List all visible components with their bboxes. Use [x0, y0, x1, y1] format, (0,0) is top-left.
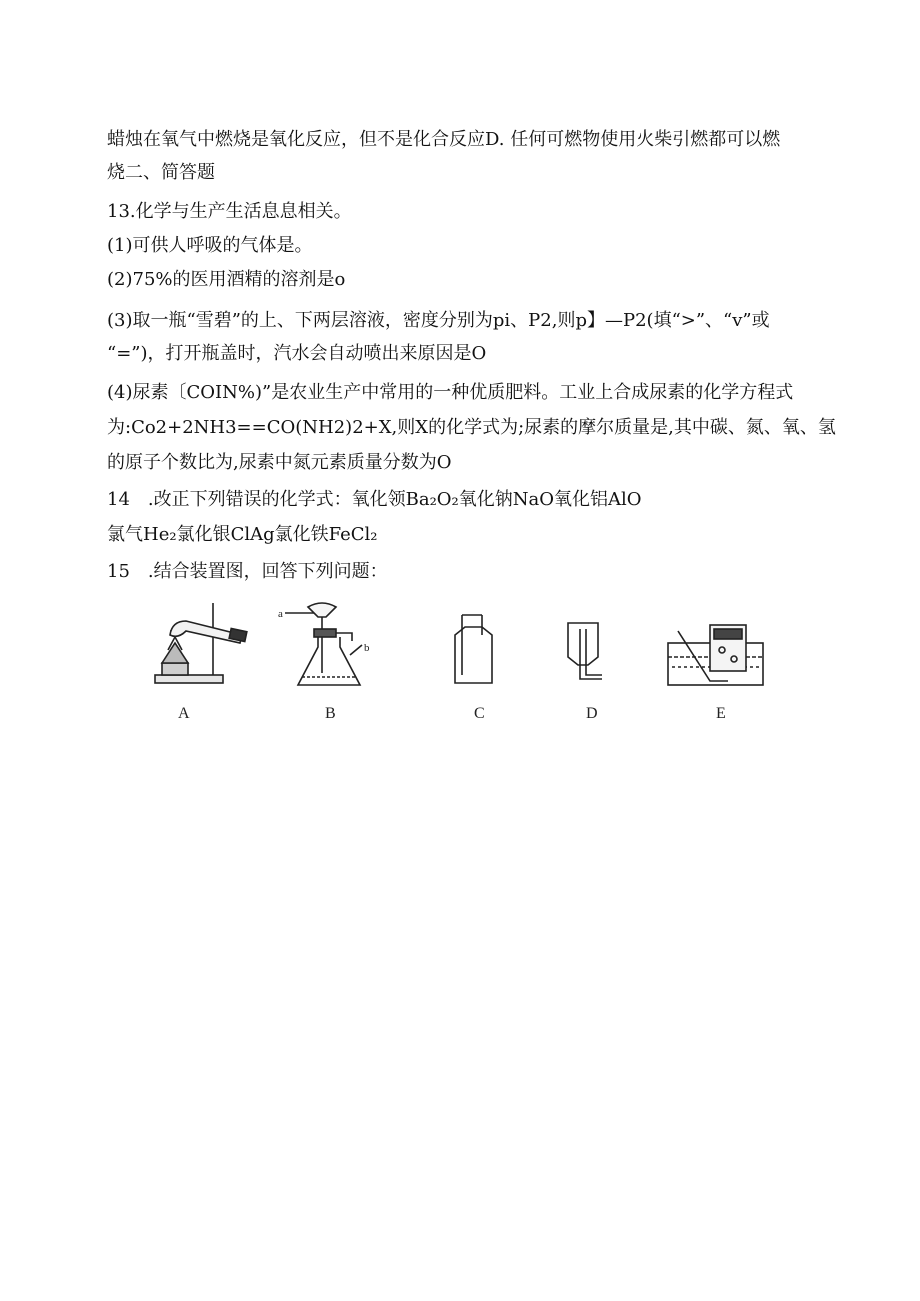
apparatus-c	[455, 615, 492, 683]
apparatus-a	[155, 603, 247, 683]
text-line-2: 烧二、简答题	[107, 162, 215, 183]
question-13-part-4b: 为:Co2+2NH3==CO(NH2)2+X,则X的化学式为;尿素的摩尔质量是,其中碳、氮、氧、氢	[107, 417, 836, 438]
apparatus-d	[568, 623, 602, 679]
text-line-1: 蜡烛在氧气中燃烧是氧化反应，但不是化合反应D. 任何可燃物使用火柴引燃都可以燃	[107, 129, 781, 150]
figure-label-d: D	[586, 705, 598, 722]
apparatus-b	[285, 603, 362, 685]
question-13-part-1: (1)可供人呼吸的气体是。	[107, 235, 313, 256]
figure-label-b: B	[325, 705, 336, 722]
question-13-part-2: (2)75%的医用酒精的溶剂是o	[107, 269, 346, 290]
apparatus-e	[668, 625, 763, 685]
question-13-title: 13.化学与生产生活息息相关。	[107, 201, 352, 222]
question-15-title: 15 .结合装置图，回答下列问题：	[107, 561, 388, 582]
label-b: b	[364, 642, 370, 654]
figure-label-e: E	[716, 705, 726, 722]
figure-label-a: A	[178, 705, 190, 722]
apparatus-figure	[150, 595, 770, 725]
question-13-part-4a: (4)尿素〔COIN%)”是农业生产中常用的一种优质肥料。工业上合成尿素的化学方程式	[107, 382, 794, 403]
question-13-part-4c: 的原子个数比为,尿素中氮元素质量分数为O	[107, 452, 452, 473]
label-a: a	[278, 608, 283, 620]
figure-label-c: C	[474, 705, 485, 722]
question-14-line-1: 14 .改正下列错误的化学式：氧化领Ba₂O₂氧化钠NaO氧化铝AlO	[107, 489, 642, 510]
question-13-part-3a: (3)取一瓶“雪碧”的上、下两层溶液，密度分别为pi、P2,则p】—P2(填“>”、“v”或	[107, 310, 770, 331]
question-13-part-3b: “=”)，打开瓶盖时，汽水会自动喷出来原因是O	[107, 343, 487, 364]
question-14-line-2: 氯气He₂氯化银ClAg氯化铁FeCl₂	[107, 524, 378, 545]
